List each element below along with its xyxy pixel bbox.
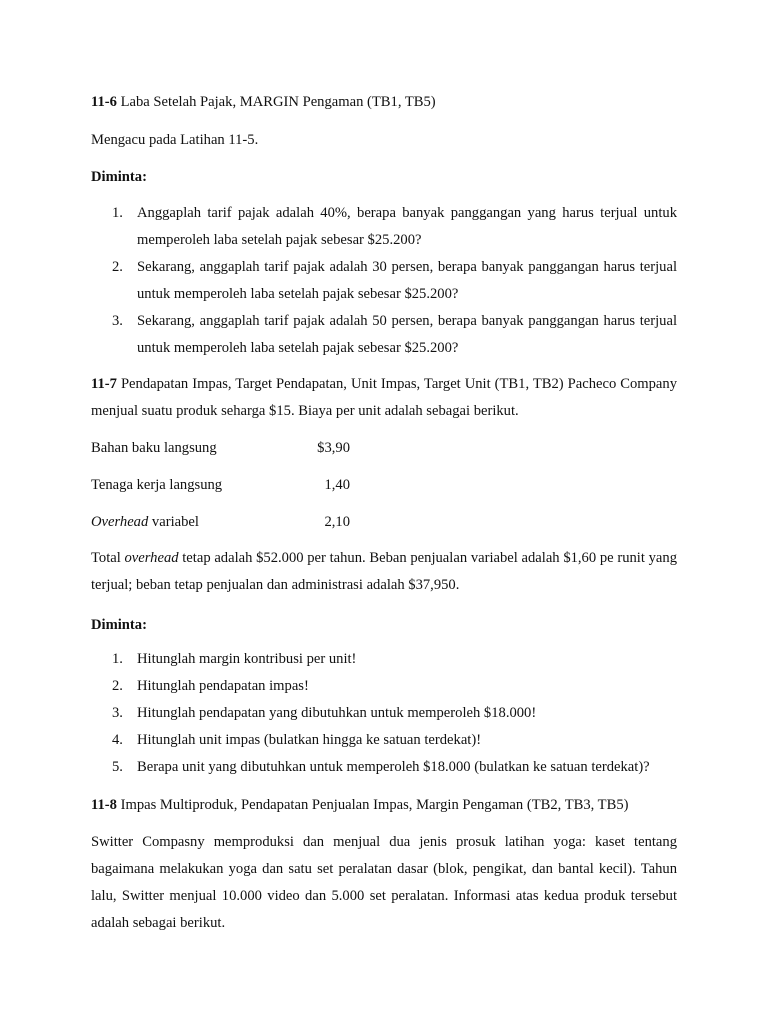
section-number: 11-6 bbox=[91, 94, 117, 110]
diminta-label: Diminta: bbox=[91, 617, 147, 633]
section-11-8-heading bbox=[91, 796, 677, 814]
section-title: Impas Multiproduk, Pendapatan Penjualan Impas, Margin Pengaman (TB2, TB3, TB5) bbox=[116, 797, 629, 813]
cost-value: 2,10 bbox=[324, 514, 350, 530]
section-11-8-body: Switter Compasny memproduksi dan menjual dua jenis prosuk latihan yoga: kaset tentang bagaimana melakukan yoga dan satu set peralatan dasar (blok, pengikat, dan bantal kecil). Tahun lalu, Switter menjual 10.000 video dan 5.000 set peralatan. Informasi atas kedua produk tersebut adalah sebagai berikut. bbox=[91, 834, 677, 931]
cost-value: 1,40 bbox=[324, 477, 350, 493]
list-item: 3. Sekarang, anggaplah tarif pajak adalah 50 persen, berapa banyak panggangan harus terjual untuk memperoleh laba setelah pajak sebesar $25.200? bbox=[112, 313, 677, 356]
section-title: Laba Setelah Pajak, MARGIN Pengaman (TB1, TB5) bbox=[116, 94, 436, 110]
overhead-paragraph: Total overhead tetap adalah $52.000 per tahun. Beban penjualan variabel adalah $1,60 pe runit yang terjual; beban tetap penjualan dan administrasi adalah $37,950. bbox=[91, 550, 677, 593]
list-item: 1. Hitunglah margin kontribusi per unit! bbox=[112, 651, 357, 667]
section-11-6-heading bbox=[91, 93, 677, 111]
section-number: 11-8 bbox=[91, 797, 117, 813]
question-list-11-7 bbox=[91, 646, 677, 781]
list-item: 5. Berapa unit yang dibutuhkan untuk memperoleh $18.000 (bulatkan ke satuan terdekat)? bbox=[112, 759, 650, 775]
cost-label: Overhead variabel bbox=[91, 514, 199, 530]
cost-label: Bahan baku langsung bbox=[91, 440, 217, 456]
list-item: 3. Hitunglah pendapatan yang dibutuhkan untuk memperoleh $18.000! bbox=[112, 705, 537, 721]
list-item: 1. Anggaplah tarif pajak adalah 40%, berapa banyak panggangan yang harus terjual untuk memperoleh laba setelah pajak sebesar $25.200? bbox=[112, 205, 677, 248]
diminta-label: Diminta: bbox=[91, 169, 147, 185]
cost-row bbox=[91, 439, 491, 457]
cost-value: $3,90 bbox=[317, 440, 350, 456]
cost-row bbox=[91, 476, 491, 494]
reference-text: Mengacu pada Latihan 11-5. bbox=[91, 132, 259, 148]
list-item: 2. Sekarang, anggaplah tarif pajak adalah 30 persen, berapa banyak panggangan harus terjual untuk memperoleh laba setelah pajak sebesar $25.200? bbox=[112, 259, 677, 302]
section-number: 11-7 bbox=[91, 376, 117, 392]
list-item: 4. Hitunglah unit impas (bulatkan hingga ke satuan terdekat)! bbox=[112, 732, 482, 748]
list-item: 2. Hitunglah pendapatan impas! bbox=[112, 678, 309, 694]
cost-label: Tenaga kerja langsung bbox=[91, 477, 223, 493]
question-list-11-6 bbox=[91, 200, 677, 362]
cost-row bbox=[91, 513, 491, 531]
section-11-7-intro: 11-7 Pendapatan Impas, Target Pendapatan, Unit Impas, Target Unit (TB1, TB2) Pacheco Company menjual suatu produk seharga $15. Biaya per unit adalah sebagai berikut. bbox=[91, 376, 677, 419]
